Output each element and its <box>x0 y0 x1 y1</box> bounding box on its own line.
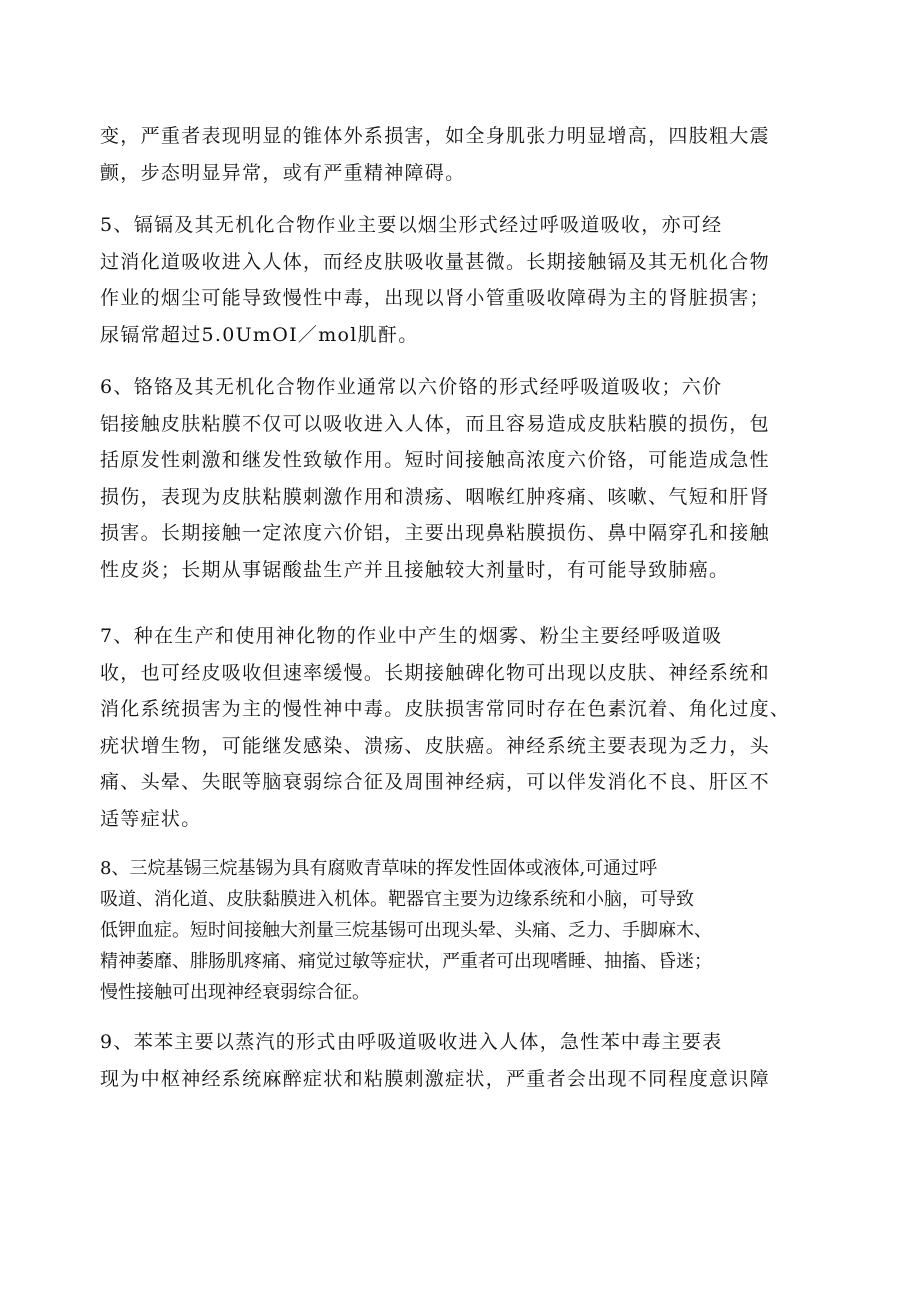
paragraph-continued-manganese: 变，严重者表现明显的锥体外系损害，如全身肌张力明显增高，四肢粗大震 颤，步态明显异常，或有严重精神障碍。 <box>100 125 770 184</box>
document-body <box>100 118 820 1113</box>
paragraph-chromium: 6、铬铬及其无机化合物作业通常以六价铬的形式经呼吸道吸收；六价 铝接触皮肤粘膜不仅可以吸收进入人体，而且容易造成皮肤粘膜的损伤，包 括原发性刺激和继发性致敏作用。短时间接触高浓度六价铬，可能造成急性 损伤，表现为皮肤粘膜刺激作用和溃疡、咽喉红肿疼痛、咳嗽、气短和肝肾 损害。长期接触一定浓度六价铝，主要出现鼻粘膜损伤、鼻中隔穿孔和接触 性皮炎；长期从事锯酸盐生产并且接触较大剂量时，有可能导致肺癌。 <box>100 376 770 581</box>
paragraph-benzene: 9、苯苯主要以蒸汽的形式由呼吸道吸收进入人体，急性苯中毒主要表 现为中枢神经系统麻醉症状和粘膜刺激症状，严重者会出现不同程度意识障 <box>100 1031 770 1090</box>
paragraph-cadmium: 5、镉镉及其无机化合物作业主要以烟尘形式经过呼吸道吸收，亦可经 过消化道吸收进入人体，而经皮肤吸收量甚微。长期接触镉及其无机化合物 作业的烟尘可能导致慢性中毒，出现以肾小管重吸收障碍为主的肾脏损害； 尿镉常超过5.0UmOI／mol肌酐。 <box>100 214 770 346</box>
paragraph-trialkyltin: 8、三烷基锡三烷基锡为具有腐败青草味的挥发性固体或液体,可通过呼 吸道、消化道、皮肤黏膜进入机体。靶器官主要为边缘系统和小脑，可导致 低钾血症。短时间接触大剂量三烷基锡可出现头晕、头痛、乏力、手脚麻木、 精神萎靡、腓肠肌疼痛、痛觉过敏等症状，严重者可出现嗜睡、抽搐、昏迷； 慢性接触可出现神经衰弱综合征。 <box>100 858 712 1003</box>
paragraph-arsenic: 7、种在生产和使用神化物的作业中产生的烟雾、粉尘主要经呼吸道吸 收，也可经皮吸收但速率缓慢。长期接触碑化物可出现以皮肤、神经系统和 消化系统损害为主的慢性神中毒。皮肤损害常同时存在色素沉着、角化过度、 疣状增生物，可能继发感染、溃疡、皮肤癌。神经系统主要表现为乏力，头 痛、头晕、失眠等脑衰弱综合征及周围神经病，可以伴发消化不良、肝区不 适等症状。 <box>100 625 791 830</box>
